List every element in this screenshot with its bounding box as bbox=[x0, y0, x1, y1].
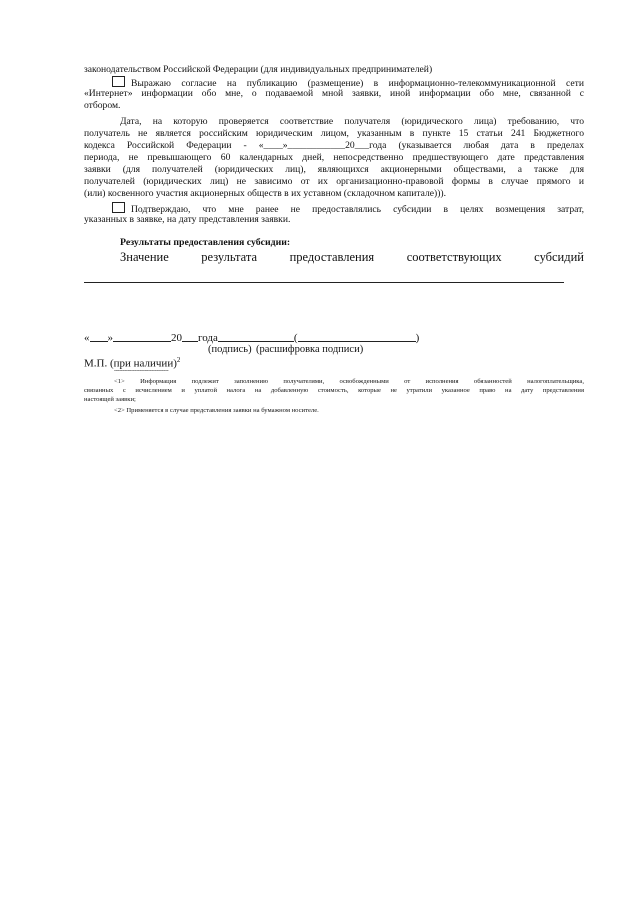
footnote-marker: 2 bbox=[176, 356, 181, 364]
signature-line: « » 20 года ( ) bbox=[84, 332, 420, 344]
results-underline bbox=[84, 282, 564, 283]
footnote-separator: -------------------------------- bbox=[114, 368, 169, 374]
confirm-line-1: Подтверждаю, что мне ранее не предоставлялись субсидии в целях возмещения затрат, bbox=[112, 202, 584, 216]
date-line-7: (или) косвенного участия акционерных обществ в их уставном (складочном капитале))). bbox=[84, 188, 447, 199]
date-line-4: периода, не превышающего 60 календарных дней, непосредственно предшествующего дате представления bbox=[84, 152, 584, 163]
consent-checkbox[interactable] bbox=[112, 76, 125, 87]
date-line-3: кодекса Российской Федерации - «____»____________20___года (указывается любая дата в пределах bbox=[84, 140, 584, 151]
footnote-1-line-3: настоящей заявки; bbox=[84, 396, 136, 403]
signature-caption: (подпись) bbox=[208, 344, 252, 355]
results-heading: Результаты предоставления субсидии: bbox=[120, 237, 291, 248]
year-field[interactable] bbox=[182, 330, 198, 342]
date-line-5: заявки (для получателей (юридических лиц), являющихся акционерными обществами, а также для bbox=[84, 164, 584, 175]
text-line: законодательством Российской Федерации (для индивидуальных предпринимателей) bbox=[84, 64, 433, 75]
confirm-checkbox[interactable] bbox=[112, 202, 125, 213]
date-line-1: Дата, на которую проверяется соответствие получателя (юридического лица) требованию, что bbox=[120, 116, 584, 127]
date-line-2: получатель не является российским юридическим лицом, указанным в пункте 15 статьи 241 Бюджетного bbox=[84, 128, 584, 139]
consent-line-1: Выражаю согласие на публикацию (размещение) в информационно-телекоммуникационной сети bbox=[112, 76, 584, 90]
date-line-6: получателей (юридических лиц) не зависимо от их организационно-правовой формы в случае прямого и bbox=[84, 176, 584, 187]
consent-line-3: отбором. bbox=[84, 100, 121, 111]
confirm-line-2: указанных в заявке, на дату представления заявки. bbox=[84, 214, 291, 225]
stamp-label: М.П. (при наличии)$^2$ bbox=[84, 356, 181, 370]
signature-name-field[interactable] bbox=[298, 330, 416, 342]
month-field[interactable] bbox=[113, 330, 171, 342]
footnote-1-line-1: <1> Информация подлежит заполнению получателями, освобожденными от исполнения обязанностей налогоплательщика, bbox=[114, 378, 584, 385]
footnote-2: <2> Применяется в случае представления заявки на бумажном носителе. bbox=[114, 407, 319, 414]
signature-name-caption: (расшифровка подписи) bbox=[256, 344, 364, 355]
signature-field[interactable] bbox=[218, 330, 294, 342]
consent-line-2: «Интернет» информации обо мне, о подаваемой мной заявки, иной информации обо мне, связанной с bbox=[84, 88, 584, 99]
results-value-line: Значение результата предоставления соответствующих субсидий bbox=[120, 250, 584, 264]
footnote-1-line-2: связанных с исчислением и уплатой налога на добавленную стоимость, которые не утратили указанное право на дату представления bbox=[84, 387, 584, 394]
day-field[interactable] bbox=[90, 330, 108, 342]
